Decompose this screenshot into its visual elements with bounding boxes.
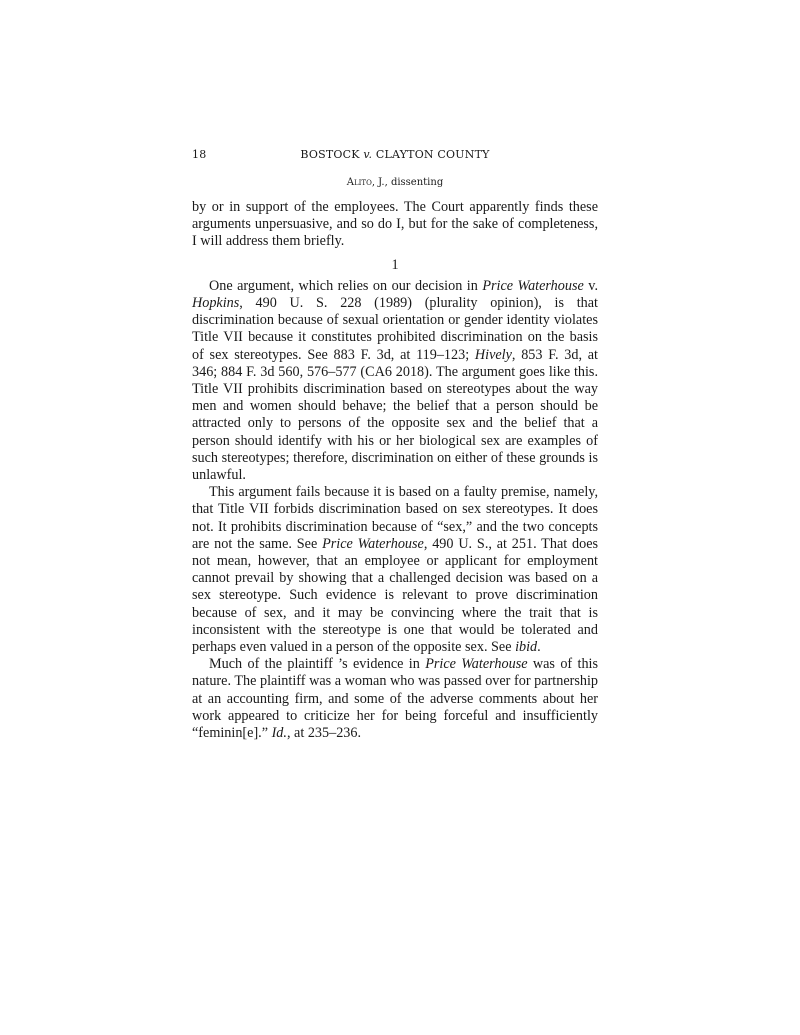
p1-text-a: One argument, which relies on our decision in bbox=[209, 277, 483, 294]
p2-case-name: Price Waterhouse bbox=[322, 535, 424, 552]
opinion-subheader bbox=[192, 177, 598, 193]
p3-case-name: Price Waterhouse bbox=[425, 656, 528, 673]
p3-text-e: , at 235–236. bbox=[286, 725, 362, 742]
case-title-v: v. bbox=[363, 148, 373, 161]
page-number: 18 bbox=[192, 148, 207, 161]
opinion-author: Alito bbox=[346, 177, 372, 188]
case-title bbox=[192, 148, 598, 161]
p2-text-c: , 490 U. S., at 251. That does not mean, however, that an employee or applicant for employment cannot prevail by showing that a challenged decision was based on a sex stereotype. Such evidence is relevant to prove discrimination because of sex, and it may be convincing where the trait that is inconsistent with the stereotype is one that would be tolerated and perhaps even valued in a person of the opposite sex. See bbox=[192, 535, 599, 656]
p1-case-name-2: Hopkins bbox=[192, 295, 240, 312]
document-page bbox=[192, 145, 598, 742]
section-number: 1 bbox=[391, 256, 399, 273]
intro-paragraph: by or in support of the employees. The Court apparently finds these arguments unpersuasive, and so do I, but for the sake of completeness, I will address them briefly. bbox=[192, 199, 598, 250]
p1-text-g: , 853 F. 3d, at 346; 884 F. 3d 560, 576–577 (CA6 2018). The argument goes like this. Title VII prohibits discrimination based on stereotypes about the way men and women should behave; the belief that a person should be attracted only to persons of the opposite sex and the belief that a person should identify with his or her biological sex are examples of such stereotypes; therefore, discrimination on either of these grounds is unlawful. bbox=[192, 346, 598, 484]
opinion-body bbox=[192, 199, 598, 742]
p1-case-name-3: Hively bbox=[474, 346, 512, 363]
paragraph-3 bbox=[192, 656, 598, 742]
opinion-suffix: , J., dissenting bbox=[371, 177, 444, 188]
paragraph-1 bbox=[192, 278, 598, 484]
p3-id: Id. bbox=[271, 725, 287, 742]
p2-ibid: ibid bbox=[515, 639, 538, 656]
case-title-part2: CLAYTON COUNTY bbox=[375, 148, 490, 161]
case-title-part1: BOSTOCK bbox=[300, 148, 360, 161]
p1-text-c: v. bbox=[583, 277, 598, 294]
p2-text-a: This argument fails because it is based on a faulty premise, namely, that Title VII forbids discrimination based on sex stereotypes. It does not. It prohibits discrimination because of “sex,” and the two concepts are not the same. See bbox=[192, 484, 598, 552]
p1-text-e: , 490 U. S. 228 (1989) (plurality opinion), is that discrimination because of sexual orientation or gender identity violates Title VII because it constitutes prohibited discrimination on the basis of sex stereotypes. See 883 F. 3d, at 119–123; bbox=[192, 295, 598, 363]
p1-case-name-1: Price Waterhouse bbox=[482, 277, 584, 294]
paragraph-2 bbox=[192, 484, 598, 656]
p3-text-c: was of this nature. The plaintiff was a woman who was passed over for partnership at an accounting firm, and some of the adverse comments about her work appeared to criticize her for being forceful and insufficiently “feminin[e].” bbox=[192, 656, 599, 742]
p3-text-a: Much of the plaintiff ’s evidence in bbox=[209, 656, 426, 673]
p2-text-e: . bbox=[537, 639, 541, 656]
running-header bbox=[192, 145, 598, 165]
